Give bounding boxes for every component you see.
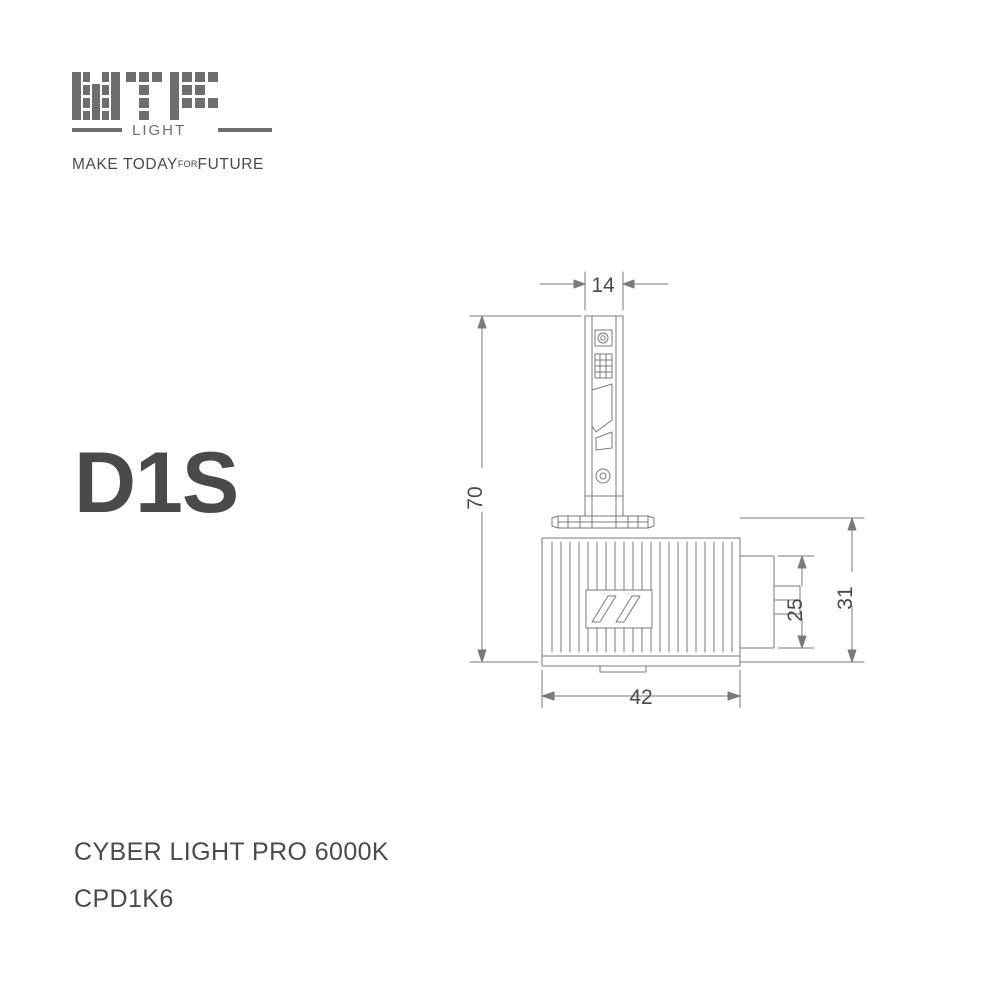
dimension-drawing [440,250,960,750]
tagline-before: MAKE TODAY [72,156,178,173]
bulb-technical-drawing-svg [440,250,960,750]
tagline-small: FOR [177,159,198,169]
logo-light-word: LIGHT [132,122,187,139]
product-caption-group [74,838,389,914]
brand-tagline [72,156,282,174]
brand-logo-block [72,70,282,174]
product-name: CYBER LIGHT PRO 6000K [74,838,390,866]
product-code-title: D1S [74,435,239,531]
tagline-after: FUTURE [197,156,264,173]
dimension-label-connector-height: 25 [784,598,807,622]
product-article: CPD1K6 [74,885,174,913]
dimension-label-base-width: 42 [629,686,653,709]
mtf-light-logo-icon [72,70,272,142]
dimension-label-top-width: 14 [591,274,615,297]
dimension-label-base-height: 31 [834,586,857,610]
dimension-label-height: 70 [464,486,487,510]
